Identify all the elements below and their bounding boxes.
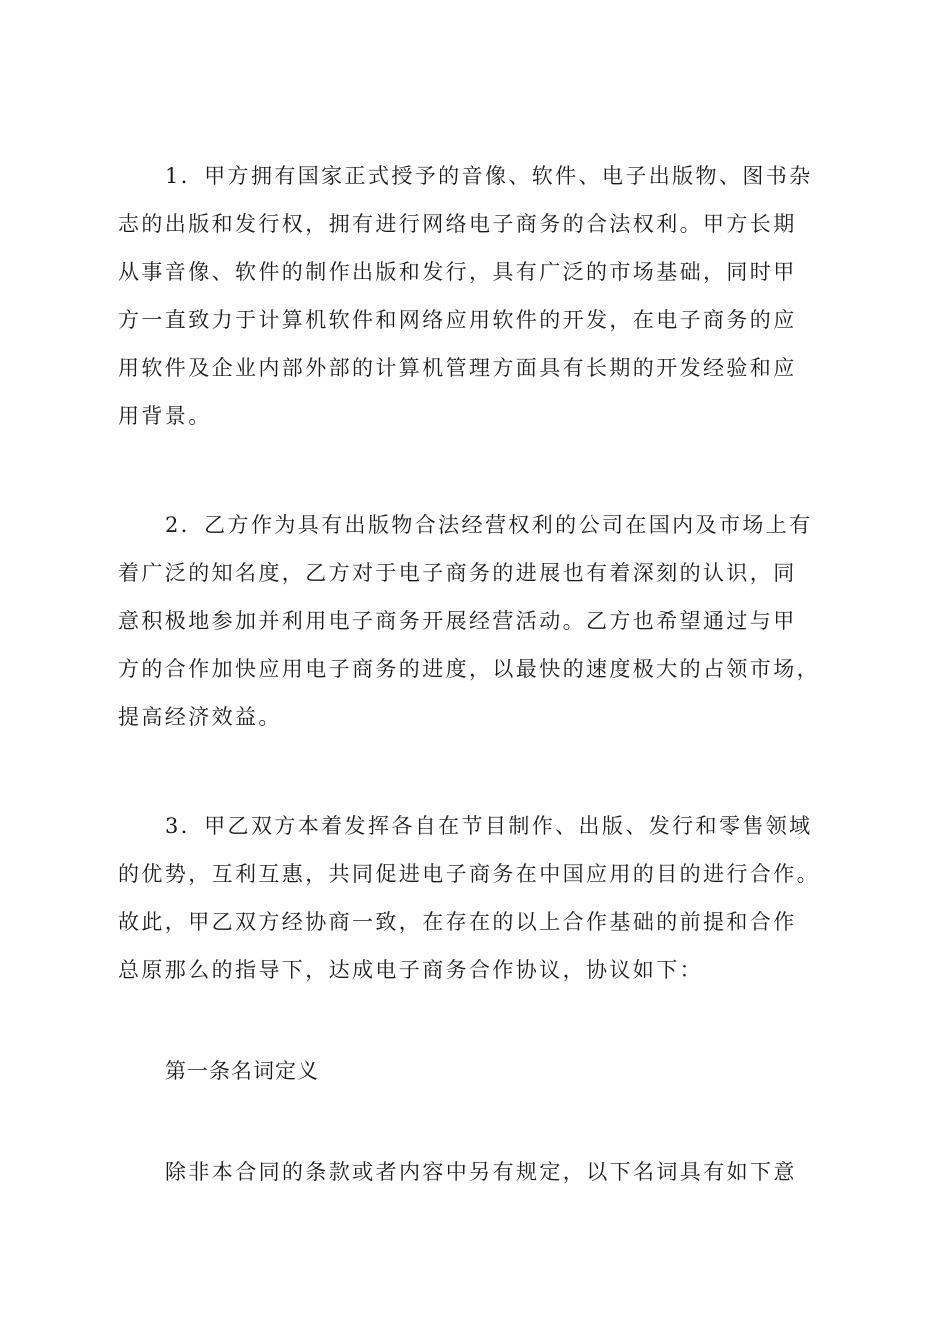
paragraph-1-line-2: 志的出版和发行权，拥有进行网络电子商务的合法权利。甲方长期 xyxy=(118,212,797,236)
paragraph-3-line-1: 3．甲乙双方本着发挥各自在节目制作、出版、发行和零售领域 xyxy=(165,814,813,838)
paragraph-1-line-5: 用软件及企业内部外部的计算机管理方面具有长期的开发经验和应 xyxy=(118,356,797,380)
paragraph-3-line-3: 故此，甲乙双方经协商一致，在存在的以上合作基础的前提和合作 xyxy=(118,910,797,934)
paragraph-2-line-1: 2．乙方作为具有出版物合法经营权利的公司在国内及市场上有 xyxy=(165,513,813,537)
paragraph-2-line-3: 意积极地参加并利用电子商务开展经营活动。乙方也希望通过与甲 xyxy=(118,609,797,633)
paragraph-1-line-6: 用背景。 xyxy=(118,404,212,428)
paragraph-4-line-1: 除非本合同的条款或者内容中另有规定，以下名词具有如下意 xyxy=(165,1160,797,1184)
paragraph-2-line-5: 提高经济效益。 xyxy=(118,705,282,729)
paragraph-3-line-4: 总原那么的指导下，达成电子商务合作协议，协议如下： xyxy=(118,958,703,982)
paragraph-1-line-3: 从事音像、软件的制作出版和发行，具有广泛的市场基础，同时甲 xyxy=(118,260,797,284)
paragraph-1-line-4: 方一直致力于计算机软件和网络应用软件的开发，在电子商务的应 xyxy=(118,308,797,332)
section-heading: 第一条名词定义 xyxy=(165,1059,319,1083)
paragraph-2-line-4: 方的合作加快应用电子商务的进度，以最快的速度极大的占领市场， xyxy=(118,657,820,681)
paragraph-3-line-2: 的优势，互利互惠，共同促进电子商务在中国应用的目的进行合作。 xyxy=(118,862,820,886)
paragraph-2-line-2: 着广泛的知名度，乙方对于电子商务的进展也有着深刻的认识，同 xyxy=(118,561,797,585)
paragraph-1-line-1: 1．甲方拥有国家正式授予的音像、软件、电子出版物、图书杂 xyxy=(165,164,813,188)
